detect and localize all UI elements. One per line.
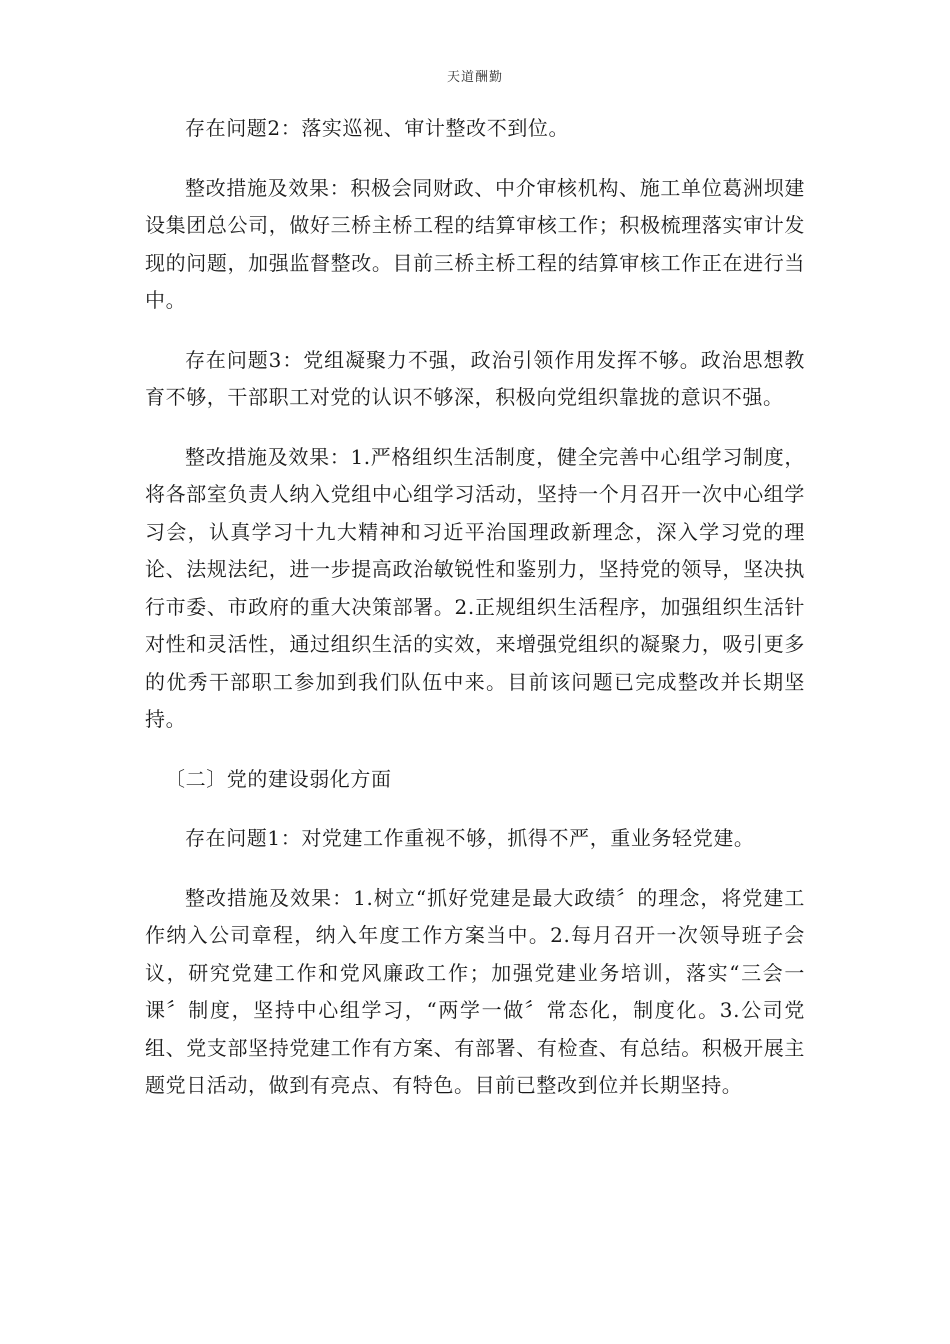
section-heading: 〔二〕党的建设弱化方面: [165, 766, 392, 791]
issue-3-paragraph: 存在问题3：党组凝聚力不强，政治引领作用发挥不够。政治思想教育不够，干部职工对党的认识不够深，积极向党组织靠拢的意识不强。: [145, 347, 805, 409]
rectification-measures-paragraph: 整改措施及效果：1.严格组织生活制度，健全完善中心组学习制度，将各部室负责人纳入党组中心组学习活动，坚持一个月召开一次中心组学习会，认真学习十九大精神和习近平治国理政新理念，深入学习党的理论、法规法纪，进一步提高政治敏锐性和鉴别力，坚持党的领导，坚决执行市委、市政府的重大决策部署。2.正规组织生活程序，加强组织生活针对性和灵活性，通过组织生活的实效，来增强党组织的凝聚力，吸引更多的优秀干部职工参加到我们队伍中来。目前该问题已完成整改并长期坚持。: [145, 444, 805, 731]
rectification-measures-paragraph: 整改措施及效果：1.树立“抓好党建是最大政绩〞的理念，将党建工作纳入公司章程，纳入年度工作方案当中。2.每月召开一次领导班子会议，研究党建工作和党风廉政工作；加强党建业务培训，落实“三会一课〞制度，坚持中心组学习，“两学一做〞常态化，制度化。3.公司党组、党支部坚持党建工作有方案、有部署、有检查、有总结。积极开展主题党日活动，做到有亮点、有特色。目前已整改到位并长期坚持。: [145, 885, 806, 1097]
rectification-measures-paragraph: 整改措施及效果：积极会同财政、中介审核机构、施工单位葛洲坝建设集团总公司，做好三桥主桥工程的结算审核工作；积极梳理落实审计发现的问题，加强监督整改。目前三桥主桥工程的结算审核工作正在进行当中。: [145, 175, 805, 312]
issue-1-paragraph: 存在问题1：对党建工作重视不够，抓得不严，重业务轻党建。: [185, 826, 755, 850]
page-header: 天道酬勤: [446, 70, 503, 85]
issue-2-paragraph: 存在问题2：落实巡视、审计整改不到位。: [185, 116, 570, 140]
document-body: [145, 110, 805, 1127]
